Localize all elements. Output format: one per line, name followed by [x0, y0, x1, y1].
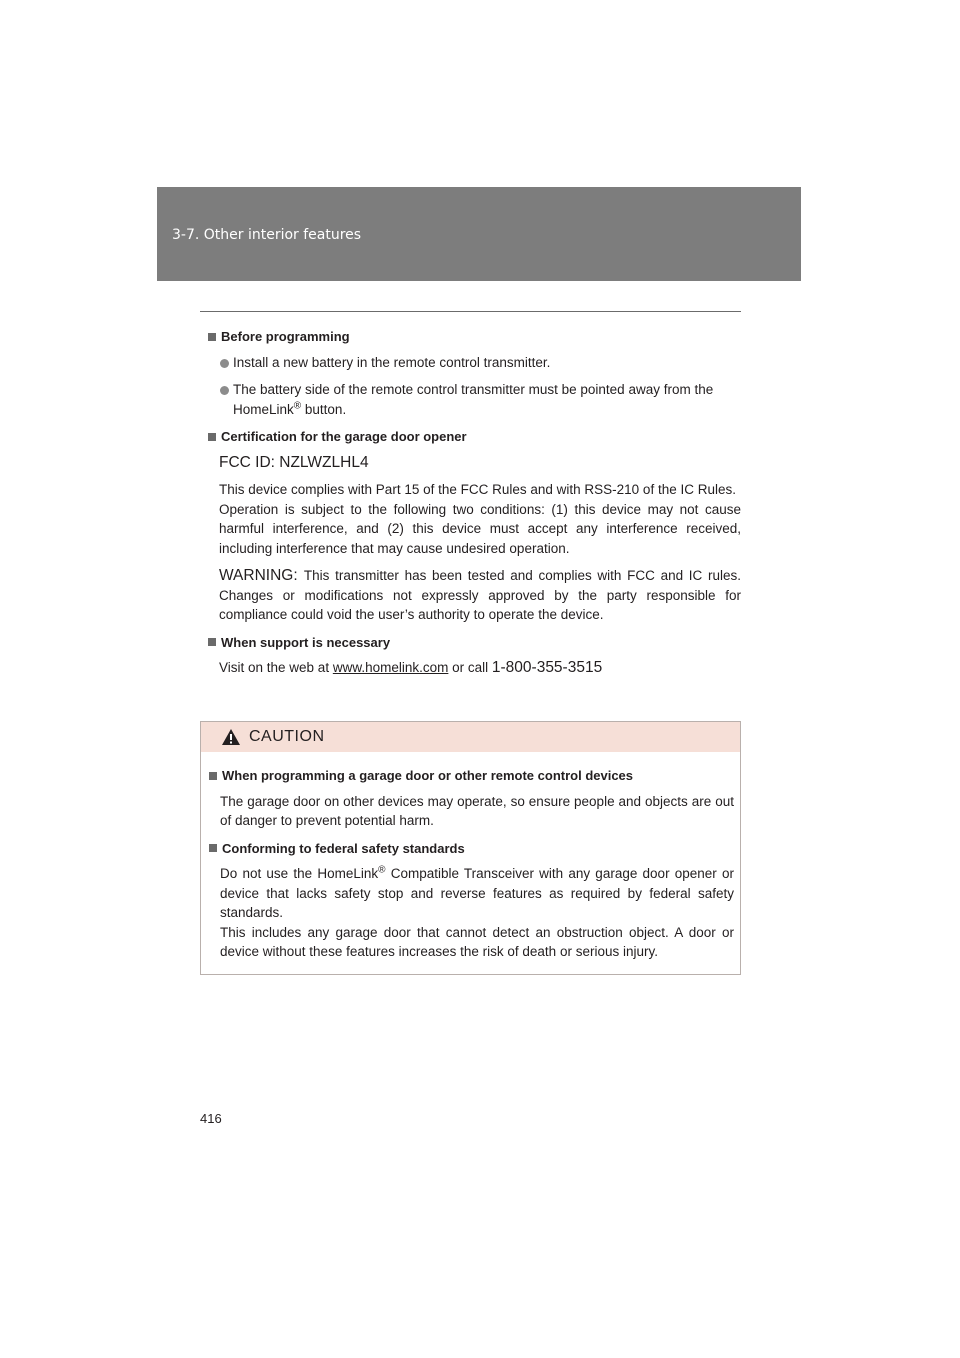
caution-heading-standards: Conforming to federal safety standards	[201, 839, 734, 859]
caution-body	[201, 752, 740, 962]
bullet-item: Install a new battery in the remote control transmitter.	[200, 353, 741, 373]
caution-header	[201, 722, 740, 752]
fcc-id: FCC ID: NZLWZLHL4	[219, 453, 369, 471]
circle-bullet-icon	[220, 359, 229, 368]
heading-certification: Certification for the garage door opener	[200, 427, 741, 447]
square-bullet-icon	[208, 433, 216, 441]
caution-title: CAUTION	[249, 728, 325, 745]
circle-bullet-icon	[220, 386, 229, 395]
square-bullet-icon	[208, 333, 216, 341]
caution-text: Do not use the HomeLink® Compatible Transceiver with any garage door opener or device that lacks safety stop and reverse features as required by federal safety standards. This includes any garage door that cannot detect an obstruction object. A door or device without these features increases the risk of death or serious injury.	[220, 864, 734, 959]
header-band	[157, 187, 801, 281]
page-number: 416	[200, 1111, 222, 1126]
heading-before-programming: Before programming	[200, 327, 741, 347]
caution-text: The garage door on other devices may operate, so ensure people and objects are out of danger to prevent potential harm.	[220, 793, 734, 828]
section-title: 3-7. Other interior features	[172, 227, 362, 243]
homelink-link[interactable]: www.homelink.com	[332, 660, 449, 675]
caution-box	[200, 721, 741, 975]
square-bullet-icon	[208, 638, 216, 646]
warning-triangle-icon	[221, 728, 241, 746]
square-bullet-icon	[209, 844, 217, 852]
caution-heading-programming: When programming a garage door or other remote control devices	[201, 766, 734, 786]
warning-paragraph: WARNING: This transmitter has been tested and complies with FCC and IC rules. Changes or modifications not expressly approved by the party responsible for compliance could void the user’s authority to operate the device.	[219, 567, 741, 622]
compliance-paragraph: This device complies with Part 15 of the FCC Rules and with RSS-210 of the IC Rules. Operation is subject to the following two conditions: (1) this device may not cause harmful interference, and (2) this device must accept any interference received, including interference that may cause undesired operation.	[219, 482, 741, 556]
square-bullet-icon	[209, 772, 217, 780]
support-text: Visit on the web at www.homelink.com or call 1-800-355-3515	[219, 659, 603, 676]
main-content	[200, 327, 741, 686]
bullet-item: The battery side of the remote control transmitter must be pointed away from the HomeLink® button.	[200, 380, 741, 419]
phone-number: 1-800-355-3515	[491, 659, 603, 676]
divider	[200, 311, 741, 312]
heading-support: When support is necessary	[200, 633, 741, 653]
